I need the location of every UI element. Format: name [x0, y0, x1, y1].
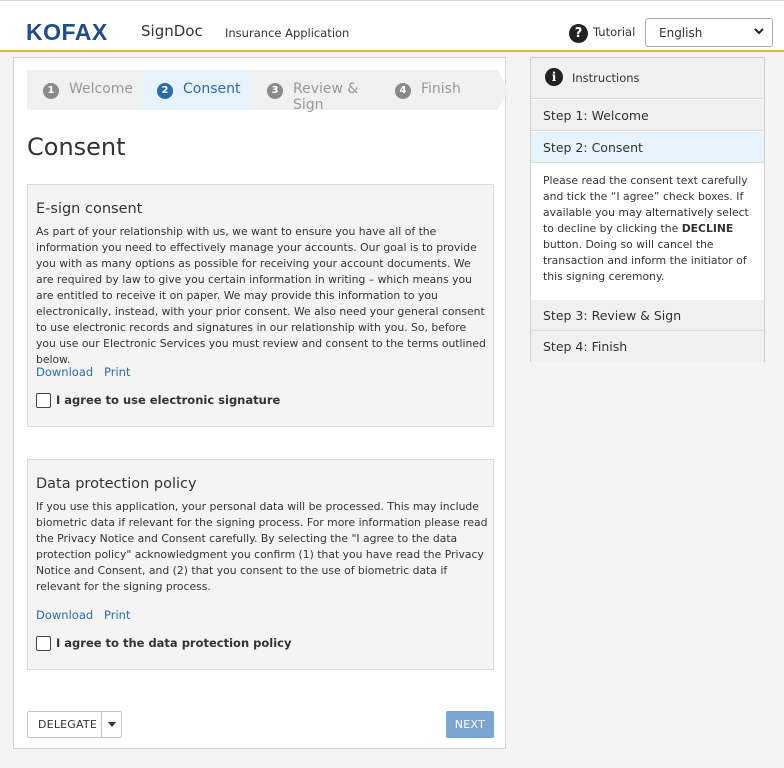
- tutorial-link[interactable]: Tutorial: [593, 25, 636, 39]
- language-select[interactable]: [645, 18, 773, 47]
- application-name: Insurance Application: [225, 26, 350, 40]
- download-link[interactable]: Download: [36, 608, 94, 622]
- delegate-label: DELEGATE: [38, 718, 97, 731]
- download-link[interactable]: Download: [36, 365, 94, 379]
- step-review-sign: [251, 70, 381, 113]
- step-label: Finish: [421, 81, 461, 97]
- instruction-step-label: Step 4: Finish: [543, 339, 628, 354]
- page-title: Consent: [27, 133, 126, 161]
- step-label: Consent: [183, 81, 241, 97]
- instruction-step-label: Step 2: Consent: [543, 140, 643, 155]
- esign-checkbox[interactable]: [36, 393, 51, 408]
- instruction-step-label: Step 1: Welcome: [543, 108, 649, 123]
- instruction-step-2[interactable]: [531, 132, 764, 163]
- card-title: Data protection policy: [36, 476, 197, 492]
- instructions-title: Instructions: [572, 71, 640, 85]
- data-protection-card: [27, 459, 494, 670]
- print-link[interactable]: Print: [104, 365, 131, 379]
- caret-down-icon[interactable]: [108, 722, 116, 727]
- step-label: Welcome: [69, 81, 134, 97]
- main-panel: [13, 57, 506, 749]
- instruction-text-part: button. Doing so will cancel the transaction and inform the initiator of this signing ceremony.: [543, 238, 747, 283]
- next-button[interactable]: NEXT: [446, 711, 494, 738]
- instruction-step-label: Step 3: Review & Sign: [543, 308, 682, 323]
- delegate-button[interactable]: [27, 711, 122, 738]
- step-number: 3: [267, 83, 283, 99]
- instructions-header: [531, 58, 764, 99]
- instruction-step-3[interactable]: [531, 300, 764, 331]
- divider: [101, 712, 102, 737]
- instruction-text: [543, 173, 755, 285]
- decline-keyword: DECLINE: [681, 222, 734, 235]
- instruction-step-4[interactable]: [531, 331, 764, 362]
- privacy-checkbox[interactable]: [36, 636, 51, 651]
- instructions-panel: [530, 57, 765, 362]
- step-finish: [381, 70, 497, 110]
- step-consent: [141, 70, 251, 110]
- chevron-down-icon: [753, 25, 765, 37]
- card-text: If you use this application, your personal data will be processed. This may include biometric data if relevant for the signing process. For more information please read the Privacy Notice and Consent carefully. By selecting the "I agree to the data protection policy" acknowledgment you confirm (1) that you have read the Privacy Notice and Consent, and (2) that you consent to the use of biometric data if relevant for the signing process.: [36, 500, 488, 593]
- esign-consent-card: [27, 184, 494, 427]
- product-name: SignDoc: [141, 22, 203, 40]
- checkbox-label[interactable]: I agree to use electronic signature: [56, 393, 281, 407]
- instruction-step-1[interactable]: [531, 100, 764, 131]
- help-icon[interactable]: ?: [569, 24, 588, 43]
- print-link[interactable]: Print: [104, 608, 131, 622]
- step-label: Review & Sign: [293, 81, 359, 113]
- language-value: English: [659, 26, 703, 40]
- checkbox-label[interactable]: I agree to the data protection policy: [56, 636, 292, 650]
- progress-steps: [27, 70, 509, 113]
- card-title: E-sign consent: [36, 201, 143, 217]
- info-icon: i: [545, 68, 563, 86]
- instruction-text-part: Please read the consent text carefully and tick the “I agree” check boxes. If available you may alternatively select to decline by clicking the: [543, 174, 749, 235]
- step-number: 1: [43, 83, 59, 99]
- step-number: 2: [157, 83, 173, 99]
- card-text: As part of your relationship with us, we want to ensure you have all of the information you need to effectively manage your accounts. Our goal is to provide you with as many options as possible for receiving your account documents. We are required by law to give you certain information in writing – which means you are entitled to receive it on paper. We may provide this information to you electronically, instead, with your prior consent. We also need your general consent to use electronic records and signatures in our relationship with you. So, before you use our Electronic Services you must review and consent to the terms outlined below.: [36, 225, 486, 366]
- kofax-logo: KOFAX: [26, 19, 108, 45]
- step-welcome: [27, 70, 141, 110]
- step-number: 4: [395, 83, 411, 99]
- app-header: [0, 0, 784, 52]
- step-arrow-tip: [497, 70, 509, 110]
